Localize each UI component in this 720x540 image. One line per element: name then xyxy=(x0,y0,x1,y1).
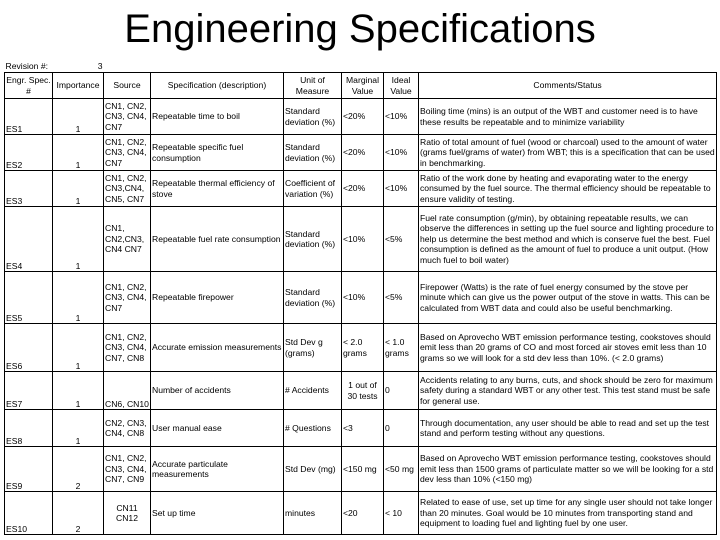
comments: Ratio of the work done by heating and evaporating water to the energy consumed by the fuel source. The thermal efficiency should be repeatable to ensure validity of testing. xyxy=(419,171,717,207)
comments: Based on Aprovecho WBT emission performance testing, cookstoves should emit less than 1500 grams of particulate matter so we will be looking for a std dev less than 10% (<150 mg) xyxy=(419,447,717,492)
importance: 1 xyxy=(53,171,104,207)
marginal-value: <150 mg xyxy=(342,447,384,492)
unit: Std Dev (mg) xyxy=(284,447,342,492)
source: CN11 CN12 xyxy=(104,492,151,535)
comments: Ratio of total amount of fuel (wood or charcoal) used to the amount of water (grams fuel/grams of water) from WBT; this is a specification that can be used in benchmarking. xyxy=(419,135,717,171)
importance: 1 xyxy=(53,135,104,171)
unit: Std Dev g (grams) xyxy=(284,324,342,372)
ideal-value: <10% xyxy=(384,99,419,135)
marginal-value: <3 xyxy=(342,410,384,447)
ideal-value: <5% xyxy=(384,272,419,324)
header-ideal: Ideal Value xyxy=(384,73,419,99)
unit: Coefficient of variation (%) xyxy=(284,171,342,207)
marginal-value: 1 out of 30 tests xyxy=(342,372,384,410)
table-row xyxy=(5,272,717,324)
comments: Fuel rate consumption (g/min), by obtaining repeatable results, we can observe the differences in setting up the fuel source and lighting procedure to help us determine the best method and which is conserve fuel the best. Fuel consumption is defined as the amount of fuel to produce a unit output. (How much fuel to boil water) xyxy=(419,207,717,272)
spec-id: ES3 xyxy=(5,171,53,207)
header-row xyxy=(5,73,717,99)
description: Repeatable firepower xyxy=(151,272,284,324)
marginal-value: <20% xyxy=(342,135,384,171)
table-row xyxy=(5,372,717,410)
revision-spacer xyxy=(104,61,717,73)
marginal-value: <20% xyxy=(342,171,384,207)
source: CN1, CN2, CN3, CN4, CN7, CN9 xyxy=(104,447,151,492)
spec-id: ES9 xyxy=(5,447,53,492)
header-comments: Comments/Status xyxy=(419,73,717,99)
marginal-value: < 2.0 grams xyxy=(342,324,384,372)
importance: 1 xyxy=(53,372,104,410)
ideal-value: < 1.0 grams xyxy=(384,324,419,372)
comments: Accidents relating to any burns, cuts, and shock should be zero for maximum safety during a standard WBT or any other test. This test stand must be safe for general use. xyxy=(419,372,717,410)
importance: 1 xyxy=(53,207,104,272)
revision-label: Revision #: xyxy=(5,61,49,72)
description: Accurate emission measurements xyxy=(151,324,284,372)
spec-id: ES4 xyxy=(5,207,53,272)
description: Repeatable time to boil xyxy=(151,99,284,135)
source: CN1, CN2, CN3, CN4, CN7 xyxy=(104,135,151,171)
ideal-value: <10% xyxy=(384,171,419,207)
description: User manual ease xyxy=(151,410,284,447)
ideal-value: <10% xyxy=(384,135,419,171)
table-row xyxy=(5,492,717,535)
ideal-value: <50 mg xyxy=(384,447,419,492)
source: CN1, CN2, CN3, CN4, CN7, CN8 xyxy=(104,324,151,372)
table-row xyxy=(5,171,717,207)
marginal-value: <10% xyxy=(342,272,384,324)
marginal-value: <20% xyxy=(342,99,384,135)
unit: minutes xyxy=(284,492,342,535)
unit: Standard deviation (%) xyxy=(284,135,342,171)
table-row xyxy=(5,135,717,171)
description: Repeatable fuel rate consumption xyxy=(151,207,284,272)
comments: Related to ease of use, set up time for any single user should not take longer than 20 minutes. Goal would be 10 minutes from transporting stand and equipment to loading fuel and lighting fuel by one user. xyxy=(419,492,717,535)
source: CN1, CN2,CN3, CN4 CN7 xyxy=(104,207,151,272)
description: Number of accidents xyxy=(151,372,284,410)
header-unit: Unit of Measure xyxy=(284,73,342,99)
importance: 1 xyxy=(53,324,104,372)
revision-row xyxy=(5,61,717,73)
page-title: Engineering Specifications xyxy=(124,7,596,51)
importance: 1 xyxy=(53,272,104,324)
marginal-value: <10% xyxy=(342,207,384,272)
ideal-value: 0 xyxy=(384,372,419,410)
table-row xyxy=(5,447,717,492)
unit: # Questions xyxy=(284,410,342,447)
header-description: Specification (description) xyxy=(151,73,284,99)
description: Set up time xyxy=(151,492,284,535)
spec-id: ES8 xyxy=(5,410,53,447)
ideal-value: < 10 xyxy=(384,492,419,535)
unit: # Accidents xyxy=(284,372,342,410)
spec-id: ES6 xyxy=(5,324,53,372)
importance: 2 xyxy=(53,447,104,492)
unit: Standard deviation (%) xyxy=(284,99,342,135)
spec-id: ES2 xyxy=(5,135,53,171)
unit: Standard deviation (%) xyxy=(284,207,342,272)
spec-id: ES10 xyxy=(5,492,53,535)
table-row xyxy=(5,207,717,272)
ideal-value: <5% xyxy=(384,207,419,272)
marginal-value: <20 xyxy=(342,492,384,535)
source: CN2, CN3, CN4, CN8 xyxy=(104,410,151,447)
header-importance: Importance xyxy=(53,73,104,99)
source: CN6, CN10 xyxy=(104,372,151,410)
spec-id: ES7 xyxy=(5,372,53,410)
comments: Firepower (Watts) is the rate of fuel energy consumed by the stove per minute which can give us the power output of the stove in watts. This can be calculated from WBT data and could also be useful benchmarking. xyxy=(419,272,717,324)
spec-id: ES5 xyxy=(5,272,53,324)
table-row xyxy=(5,410,717,447)
description: Repeatable specific fuel consumption xyxy=(151,135,284,171)
unit: Standard deviation (%) xyxy=(284,272,342,324)
header-marginal: Marginal Value xyxy=(342,73,384,99)
table-row xyxy=(5,324,717,372)
comments: Based on Aprovecho WBT emission performance testing, cookstoves should emit less than 20 grams of CO and most forced air stoves emit less than 10 grams so we will look for a std dev less than 10%. (< 2.0 grams) xyxy=(419,324,717,372)
importance: 1 xyxy=(53,410,104,447)
importance: 1 xyxy=(53,99,104,135)
description: Accurate particulate measurements xyxy=(151,447,284,492)
source: CN1, CN2, CN3, CN4, CN7 xyxy=(104,99,151,135)
description: Repeatable thermal efficiency of stove xyxy=(151,171,284,207)
source: CN1, CN2, CN3,CN4, CN5, CN7 xyxy=(104,171,151,207)
revision-value: 3 xyxy=(97,61,103,72)
table-row xyxy=(5,99,717,135)
importance: 2 xyxy=(53,492,104,535)
comments: Through documentation, any user should be able to read and set up the test stand and perform testing without any questions. xyxy=(419,410,717,447)
header-source: Source xyxy=(104,73,151,99)
comments: Boiling time (mins) is an output of the WBT and customer need is to have these results be repeatable and to minimize variability xyxy=(419,99,717,135)
header-spec-id: Engr. Spec. # xyxy=(5,73,53,99)
ideal-value: 0 xyxy=(384,410,419,447)
spec-id: ES1 xyxy=(5,99,53,135)
source: CN1, CN2, CN3, CN4, CN7 xyxy=(104,272,151,324)
engineering-spec-table xyxy=(4,61,717,535)
